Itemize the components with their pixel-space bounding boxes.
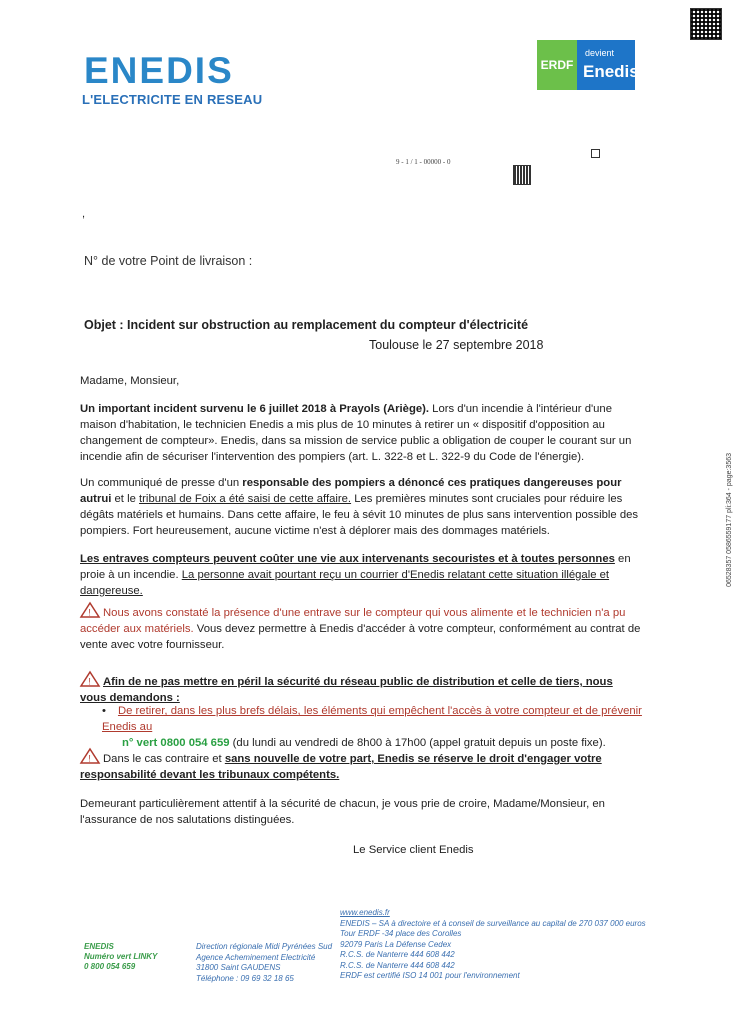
erdf-label: ERDF xyxy=(537,40,577,90)
reference-code: 9 - 1 / 1 - 00000 - 0 xyxy=(396,158,451,166)
qr-code-icon xyxy=(690,8,722,40)
logo-tagline: L'ELECTRICITE EN RESEAU xyxy=(82,92,263,107)
point-livraison-label: N° de votre Point de livraison : xyxy=(84,254,253,268)
paragraph-constat: ! Nous avons constaté la présence d'une entrave sur le compteur qui vous alimente et le technicien n'a pu accéder aux matériels. Vous devez permettre à Enedis d'accéder à votre compteur, conformément au contrat de vente avec votre fournisseur. xyxy=(80,602,642,653)
checkbox-mark xyxy=(591,149,600,158)
erdf-devient-enedis-badge xyxy=(537,40,639,90)
datamatrix-icon xyxy=(513,165,531,185)
enedis-logo: ENEDIS xyxy=(84,50,234,91)
paragraph-incident xyxy=(80,401,642,465)
warning-icon xyxy=(80,671,100,687)
footer-right: www.enedis.fr ENEDIS – SA à directoire et à conseil de surveillance au capital de 270 037 000 euros Tour ERDF -34 place des Corolles 92079 Paris La Défense Cedex R.C.S. de Nanterre 444 608 442 R.C.S. de Nanterre 444 608 442 ERDF est certifié ISO 14 001 pour l'environnement xyxy=(340,908,650,982)
margin-code: 06528357 0586559177 pli:364 - page:3563 xyxy=(726,453,733,587)
enedis-label: Enedis xyxy=(583,62,639,81)
paragraph-communique: Un communiqué de presse d'un responsable des pompiers a dénoncé ces pratiques dangereuses pour autrui et le tribunal de Foix a été saisi de cette affaire. Les premières minutes sont cruciales pour réduire les dégâts matériels et humains. Dans cette affaire, le feu à sévit 10 minutes de plus sans intervention possible des pompiers. Fort heureusement, aucune victime n'est à déplorer mais des dommages matériels. xyxy=(80,477,639,537)
paragraph-closing: Demeurant particulièrement attentif à la sécurité de chacun, je vous prie de croire, Madame/Monsieur, en l'assurance de nos salutations distinguées. xyxy=(80,798,605,826)
svg-text:!: ! xyxy=(88,753,91,764)
paragraph-entraves: Les entraves compteurs peuvent coûter une vie aux intervenants secouristes et à toutes personnes en proie à un incendie. La personne avait pourtant reçu un courrier d'Enedis relatant cette situation illégale et dangereuse. xyxy=(80,553,631,597)
warning-icon xyxy=(80,748,100,764)
incident-text: Lors d'un incendie à l'intérieur d'une maison d'habitation, le technicien Enedis a mis plus de 10 minutes à retirer un « dispositif d'opposition au changement de compteur». Enedis, dans sa mission de service public a obligation de couper le courant sur un incendie afin de sécuriser l'intervention des pompiers (art. L. 322-8 et L. 322-9 du Code de l'énergie). xyxy=(80,403,632,463)
paragraph-contraire: ! Dans le cas contraire et sans nouvelle de votre part, Enedis se réserve le droit d'engager votre responsabilité devant les tribunaux compétents. xyxy=(80,748,642,783)
mark: , xyxy=(82,208,86,220)
paragraph-demande: ! Afin de ne pas mettre en péril la sécurité du réseau public de distribution et celle de tiers, nous vous demandons : xyxy=(80,671,642,706)
signature: Le Service client Enedis xyxy=(353,844,474,856)
incident-bold: Un important incident survenu le 6 juillet 2018 à Prayols (Ariège). xyxy=(80,403,430,415)
subject-line: Objet : Incident sur obstruction au remplacement du compteur d'électricité xyxy=(84,318,529,332)
devient-label: devient xyxy=(585,48,615,58)
letter-date: Toulouse le 27 septembre 2018 xyxy=(369,338,544,352)
footer-website-link[interactable]: www.enedis.fr xyxy=(340,908,390,917)
salutation: Madame, Monsieur, xyxy=(80,375,180,387)
warning-icon xyxy=(80,602,100,618)
bullet-dot: • xyxy=(102,705,106,717)
svg-text:!: ! xyxy=(88,607,91,618)
bullet-request: • De retirer, dans les plus brefs délais, les éléments qui empêchent l'accès à votre compteur et de prévenir Enedis au n° vert 0800 054 659 (du lundi au vendredi de 8h00 à 17h00 (appel gratuit depuis un poste fixe). xyxy=(102,705,642,749)
svg-text:!: ! xyxy=(88,676,91,687)
footer-left: ENEDIS Numéro vert LINKY 0 800 054 659 xyxy=(84,942,158,971)
footer-middle: Direction régionale Midi Pyrénées Sud Agence Acheminement Electricité 31800 Saint GAUDENS Téléphone : 09 69 32 18 65 xyxy=(196,942,333,983)
